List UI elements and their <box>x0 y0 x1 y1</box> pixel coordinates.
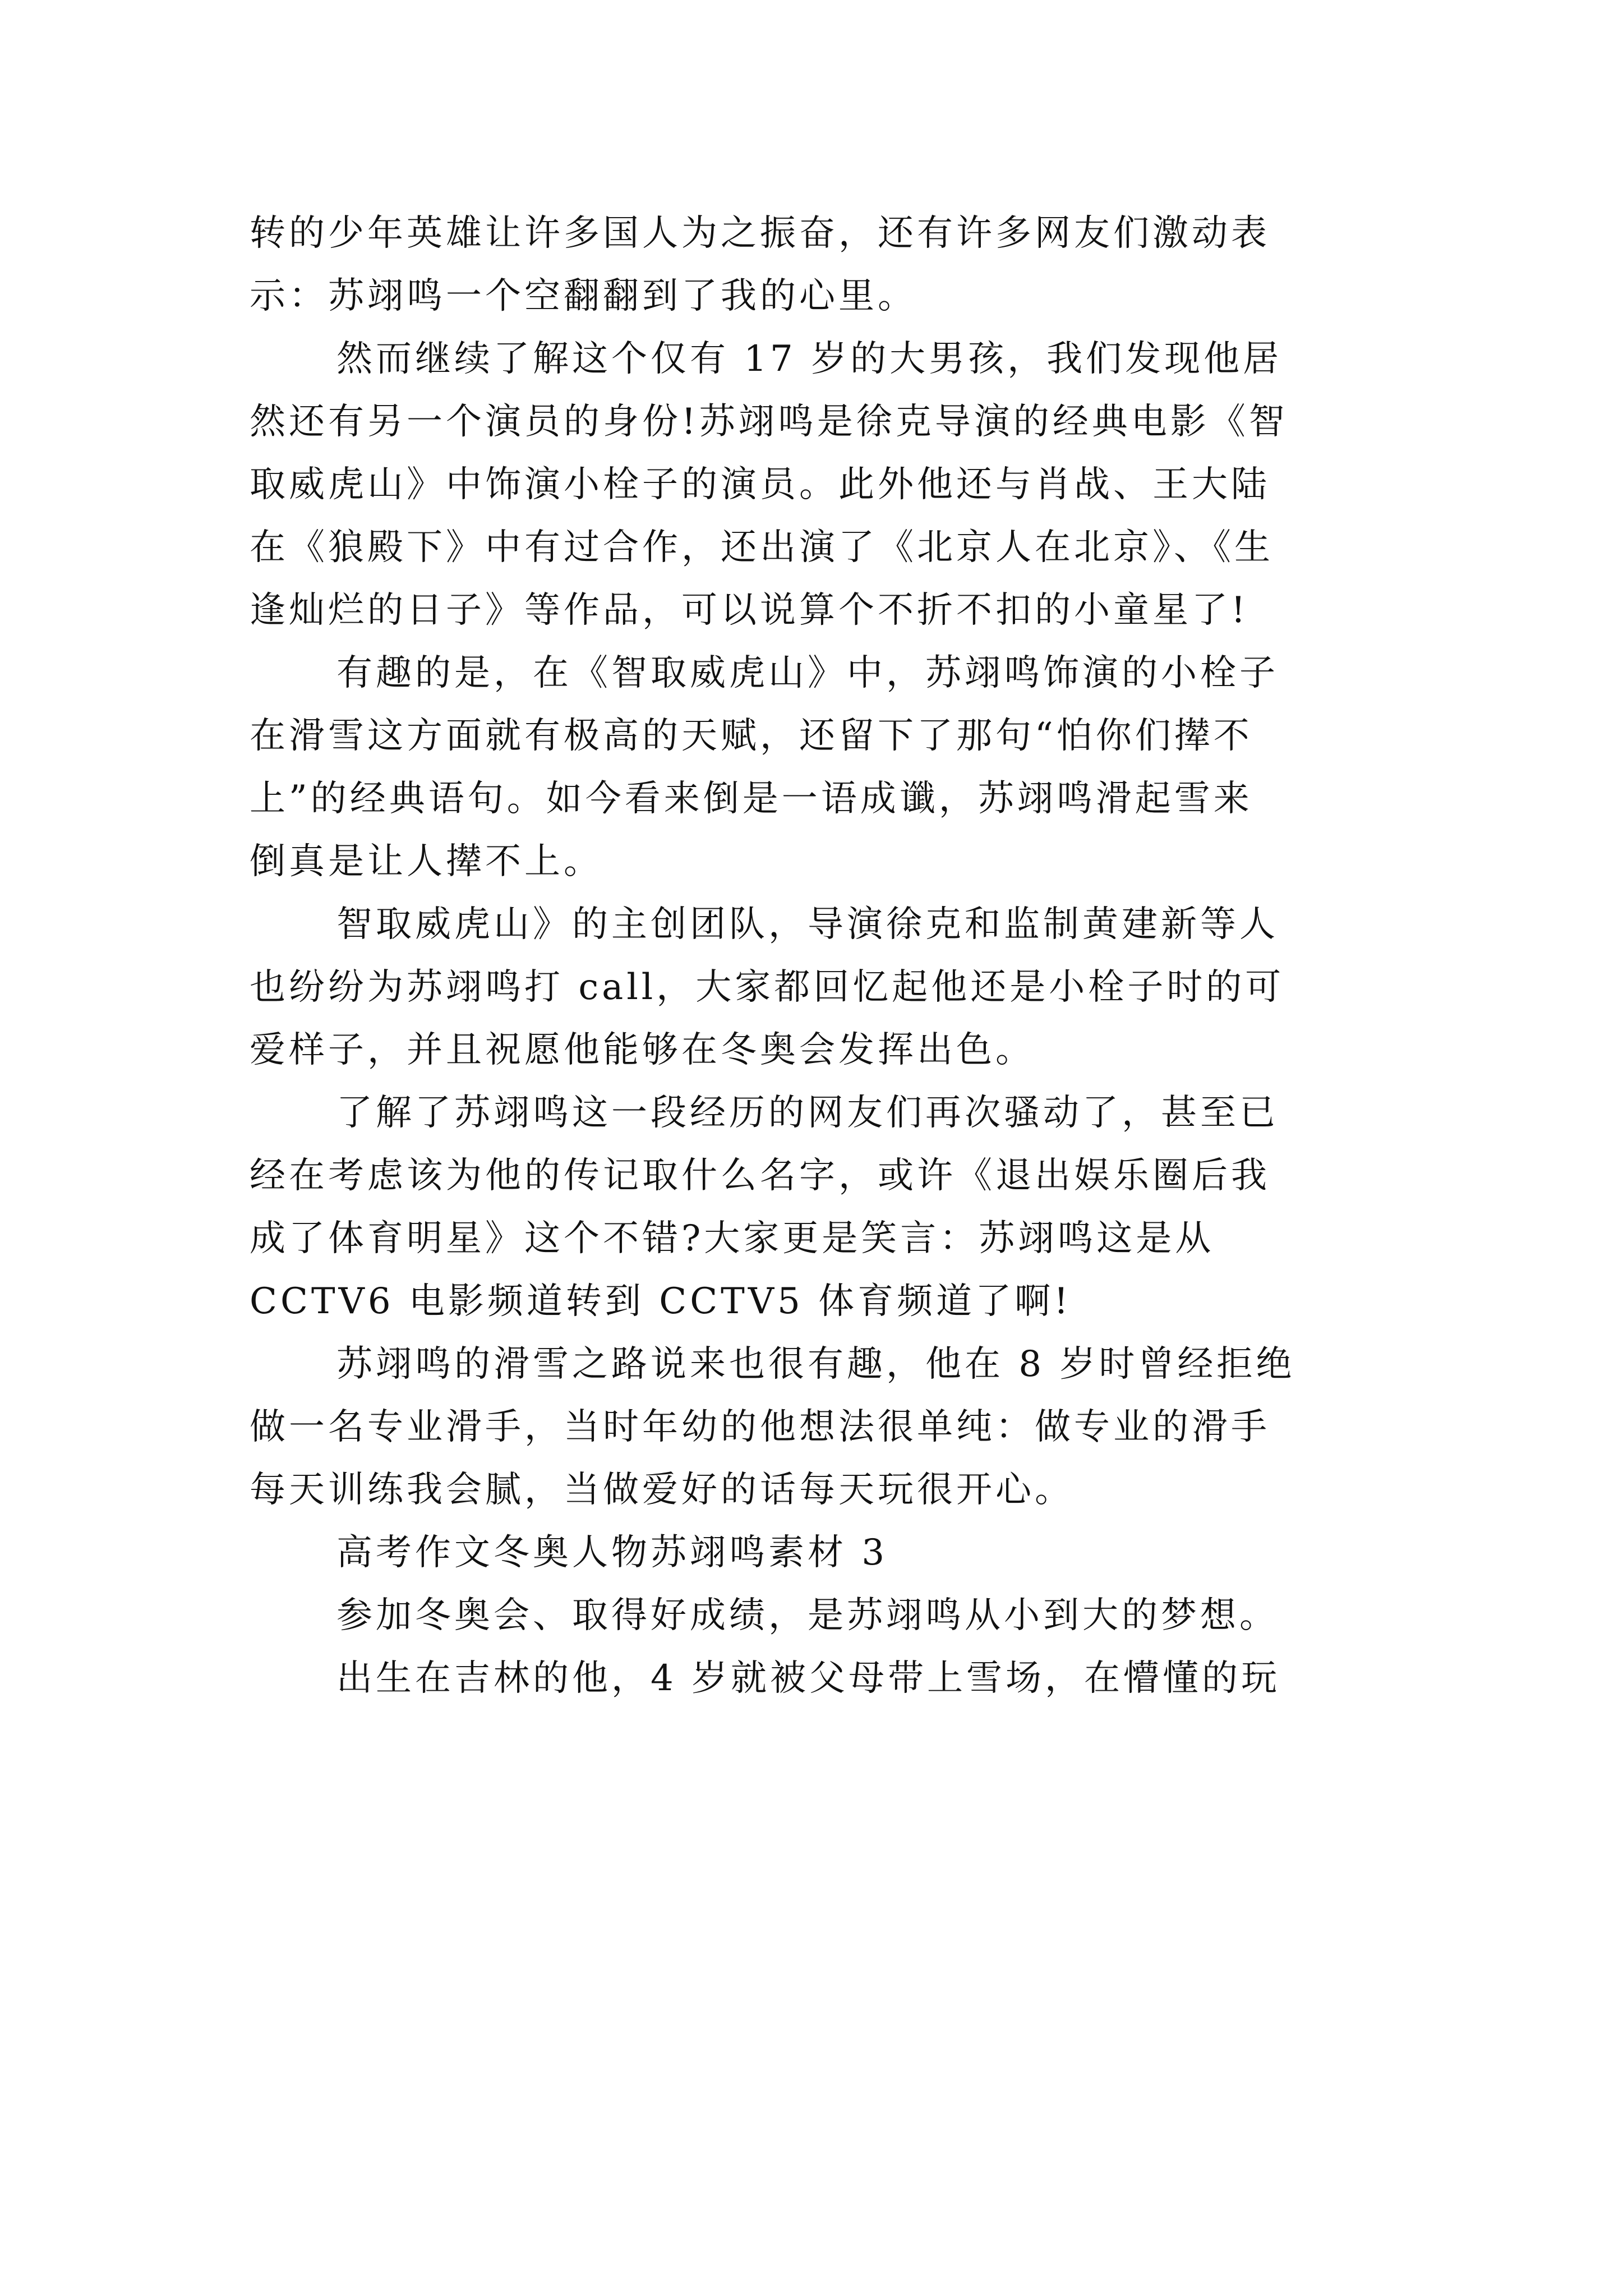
text-line: 取威虎山》中饰演小栓子的演员。此外他还与肖战、王大陆 <box>250 464 1270 505</box>
paragraph-5 <box>250 1082 1410 1333</box>
text-line: 苏翊鸣的滑雪之路说来也很有趣，他在 8 岁时曾经拒绝 <box>336 1343 1295 1385</box>
text-line: 上”的经典语句。如今看来倒是一语成谶，苏翊鸣滑起雪来 <box>250 778 1253 820</box>
paragraph-1 <box>250 202 1410 328</box>
paragraph-2 <box>250 328 1410 642</box>
paragraph-6 <box>250 1333 1410 1521</box>
text-line: 有趣的是，在《智取威虎山》中，苏翊鸣饰演的小栓子 <box>336 652 1279 694</box>
paragraph-3 <box>250 642 1410 893</box>
text-line: 逢灿烂的日子》等作品，可以说算个不折不扣的小童星了! <box>250 590 1249 631</box>
text-line: 然而继续了解这个仅有 17 岁的大男孩，我们发现他居 <box>336 338 1283 380</box>
text-line: 在滑雪这方面就有极高的天赋，还留下了那句“怕你们撵不 <box>250 715 1253 757</box>
heading-line: 高考作文冬奥人物苏翊鸣素材 3 <box>336 1532 888 1573</box>
text-line: CCTV6 电影频道转到 CCTV5 体育频道了啊! <box>250 1281 1072 1322</box>
paragraph-7 <box>250 1584 1410 1647</box>
text-line: 做一名专业滑手，当时年幼的他想法很单纯：做专业的滑手 <box>250 1406 1270 1448</box>
text-line: 爱样子，并且祝愿他能够在冬奥会发挥出色。 <box>250 1029 1035 1071</box>
text-line: 智取威虎山》的主创团队，导演徐克和监制黄建新等人 <box>336 904 1279 945</box>
text-line: 在《狼殿下》中有过合作，还出演了《北京人在北京》、《生 <box>250 527 1274 568</box>
text-line: 了解了苏翊鸣这一段经历的网友们再次骚动了，甚至已 <box>336 1092 1279 1134</box>
document-body <box>250 202 1410 1710</box>
text-line: 倒真是让人撵不上。 <box>250 841 603 882</box>
text-line: 每天训练我会腻，当做爱好的话每天玩很开心。 <box>250 1469 1074 1511</box>
text-line: 也纷纷为苏翊鸣打 call，大家都回忆起他还是小栓子时的可 <box>250 967 1285 1008</box>
text-line: 出生在吉林的他，4 岁就被父母带上雪场，在懵懂的玩 <box>336 1658 1281 1699</box>
text-line: 转的少年英雄让许多国人为之振奋，还有许多网友们激动表 <box>250 213 1270 254</box>
text-line: 成了体育明星》这个不错?大家更是笑言：苏翊鸣这是从 <box>250 1218 1215 1259</box>
text-line: 参加冬奥会、取得好成绩，是苏翊鸣从小到大的梦想。 <box>336 1595 1279 1636</box>
text-line: 然还有另一个演员的身份!苏翊鸣是徐克导演的经典电影《智 <box>250 401 1288 443</box>
paragraph-8 <box>250 1647 1410 1710</box>
paragraph-4 <box>250 893 1410 1082</box>
text-line: 示：苏翊鸣一个空翻翻到了我的心里。 <box>250 275 917 317</box>
text-line: 经在考虑该为他的传记取什么名字，或许《退出娱乐圈后我 <box>250 1155 1270 1197</box>
section-heading <box>250 1521 1410 1584</box>
